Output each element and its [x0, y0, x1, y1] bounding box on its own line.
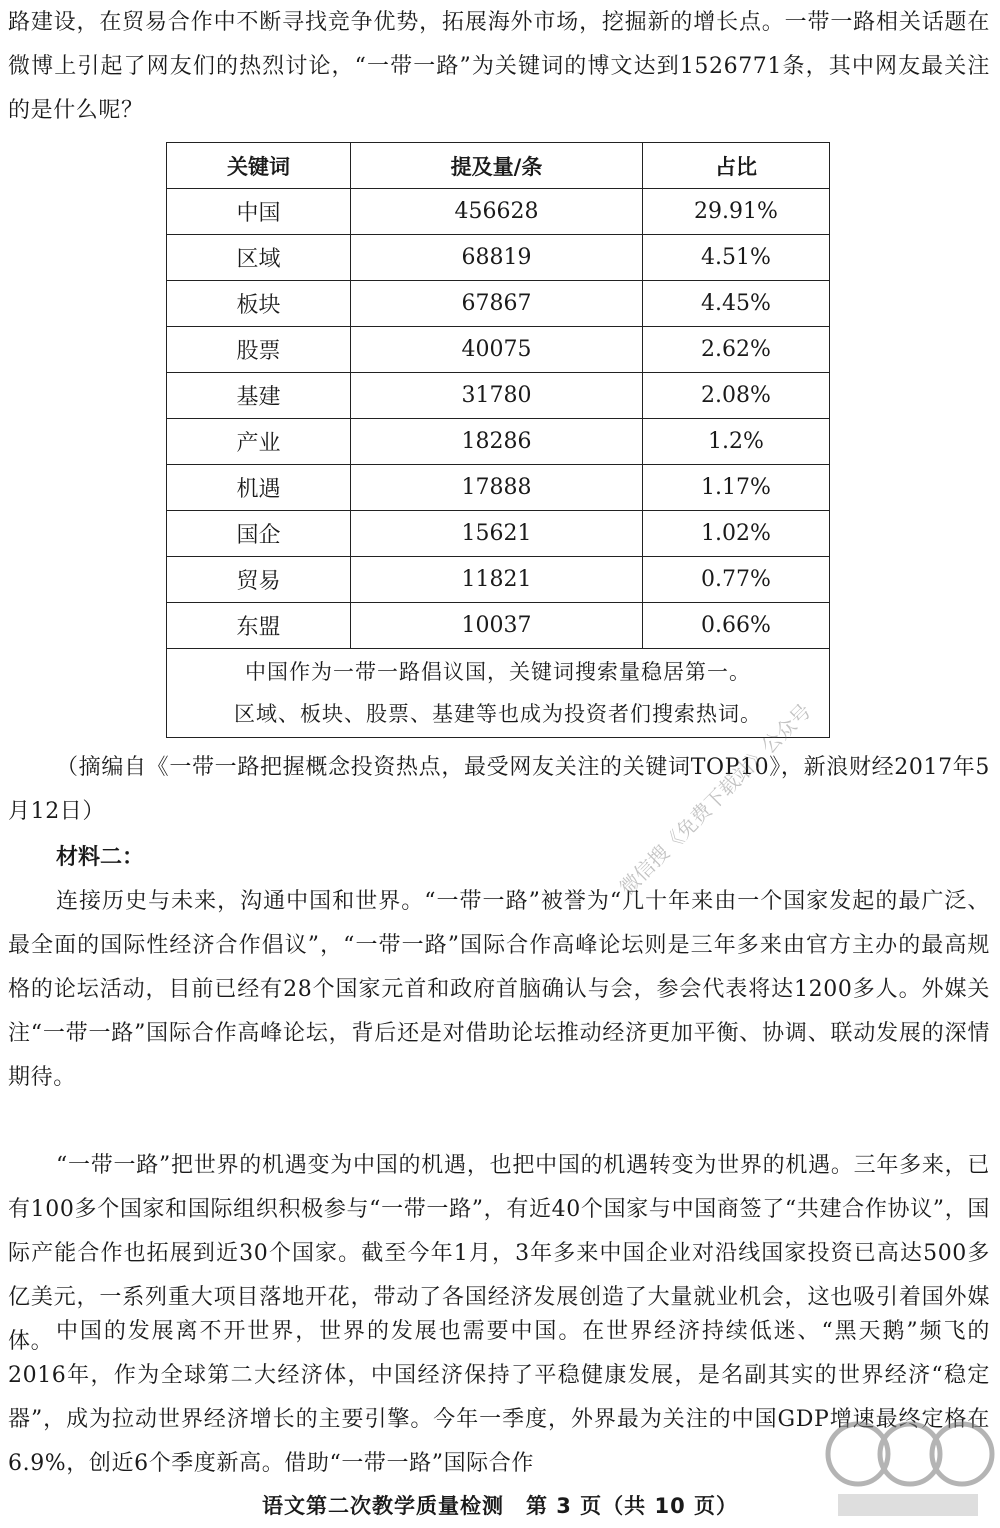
keyword-cell: 基建 — [167, 373, 351, 419]
material-two-heading: 材料二： — [56, 845, 145, 870]
mentions-cell: 18286 — [351, 419, 643, 465]
watermark-text: 微信搜《免费下载站》公众号 — [614, 698, 816, 900]
ratio-cell: 2.08% — [643, 373, 830, 419]
keyword-cell: 产业 — [167, 419, 351, 465]
table-row — [167, 373, 830, 419]
table-header-row — [167, 143, 830, 189]
table-row — [167, 419, 830, 465]
keyword-cell: 国企 — [167, 511, 351, 557]
mentions-cell: 456628 — [351, 189, 643, 235]
mentions-cell: 11821 — [351, 557, 643, 603]
header-mentions: 提及量/条 — [351, 143, 643, 189]
ratio-cell: 4.45% — [643, 281, 830, 327]
keyword-table — [166, 142, 830, 738]
table-row — [167, 603, 830, 649]
table-note-row — [167, 649, 830, 738]
keyword-cell: 中国 — [167, 189, 351, 235]
mentions-cell: 67867 — [351, 281, 643, 327]
intro-paragraph: 路建设，在贸易合作中不断寻找竞争优势，拓展海外市场，挖掘新的增长点。一带一路相关话题在微博上引起了网友们的热烈讨论，“一带一路”为关键词的博文达到1526771条，其中网友最关注的是什么呢？ — [8, 10, 990, 123]
table-row — [167, 327, 830, 373]
material-two-paragraph-1: 连接历史与未来，沟通中国和世界。“一带一路”被誉为“几十年来由一个国家发起的最广泛、最全面的国际性经济合作倡议”，“一带一路”国际合作高峰论坛则是三年多来由官方主办的最高规格的论坛活动，目前已经有28个国家元首和政府首脑确认与会，参会代表将达1200多人。外媒关注“一带一路”国际合作高峰论坛，背后还是对借助论坛推动经济更加平衡、协调、联动发展的深情期待。 — [8, 889, 990, 1090]
ratio-cell: 0.77% — [643, 557, 830, 603]
mentions-cell: 31780 — [351, 373, 643, 419]
mentions-cell: 68819 — [351, 235, 643, 281]
keyword-cell: 东盟 — [167, 603, 351, 649]
header-ratio: 占比 — [643, 143, 830, 189]
table-row — [167, 465, 830, 511]
header-keyword: 关键词 — [167, 143, 351, 189]
ratio-cell: 4.51% — [643, 235, 830, 281]
material-two-paragraph-3: 中国的发展离不开世界，世界的发展也需要中国。在世界经济持续低迷、“黑天鹅”频飞的2016年，作为全球第二大经济体，中国经济保持了平稳健康发展，是名副其实的世界经济“稳定器”，成为拉动世界经济增长的主要引擎。今年一季度，外界最为关注的中国GDP增速最终定格在6.9%，创近6个季度新高。借助“一带一路”国际合作 — [8, 1319, 990, 1476]
source-citation: （摘编自《一带一路把握概念投资热点，最受网友关注的关键词TOP10》，新浪财经2017年5月12日） — [8, 755, 990, 824]
table-note — [167, 649, 830, 738]
table-row — [167, 557, 830, 603]
ratio-cell: 29.91% — [643, 189, 830, 235]
mentions-cell: 10037 — [351, 603, 643, 649]
material-two-paragraph-2: “一带一路”把世界的机遇变为中国的机遇，也把中国的机遇转变为世界的机遇。三年多来，已有100多个国家和国际组织积极参与“一带一路”，有近40个国家与中国商签了“共建合作协议”，国际产能合作也拓展到近30个国家。截至今年1月，3年多来中国企业对沿线国家投资已高达500多亿美元，一系列重大项目落地开花，带动了各国经济发展创造了大量就业机会，这也吸引着国外媒体。 — [8, 1153, 990, 1354]
ratio-cell: 0.66% — [643, 603, 830, 649]
page-footer: 语文第二次教学质量检测 第 3 页（共 10 页） — [261, 1494, 739, 1518]
mentions-cell: 40075 — [351, 327, 643, 373]
ratio-cell: 1.17% — [643, 465, 830, 511]
ratio-cell: 1.02% — [643, 511, 830, 557]
keyword-cell: 机遇 — [167, 465, 351, 511]
table-row — [167, 511, 830, 557]
keyword-cell: 板块 — [167, 281, 351, 327]
ratio-cell: 1.2% — [643, 419, 830, 465]
table-row — [167, 281, 830, 327]
table-row — [167, 235, 830, 281]
table-note-line-2: 区域、板块、股票、基建等也成为投资者们搜索热词。 — [234, 702, 762, 726]
keyword-cell: 贸易 — [167, 557, 351, 603]
mentions-cell: 15621 — [351, 511, 643, 557]
table-note-line-1: 中国作为一带一路倡议国，关键词搜索量稳居第一。 — [245, 660, 751, 684]
keyword-cell: 股票 — [167, 327, 351, 373]
mentions-cell: 17888 — [351, 465, 643, 511]
ratio-cell: 2.62% — [643, 327, 830, 373]
keyword-cell: 区域 — [167, 235, 351, 281]
table-row — [167, 189, 830, 235]
